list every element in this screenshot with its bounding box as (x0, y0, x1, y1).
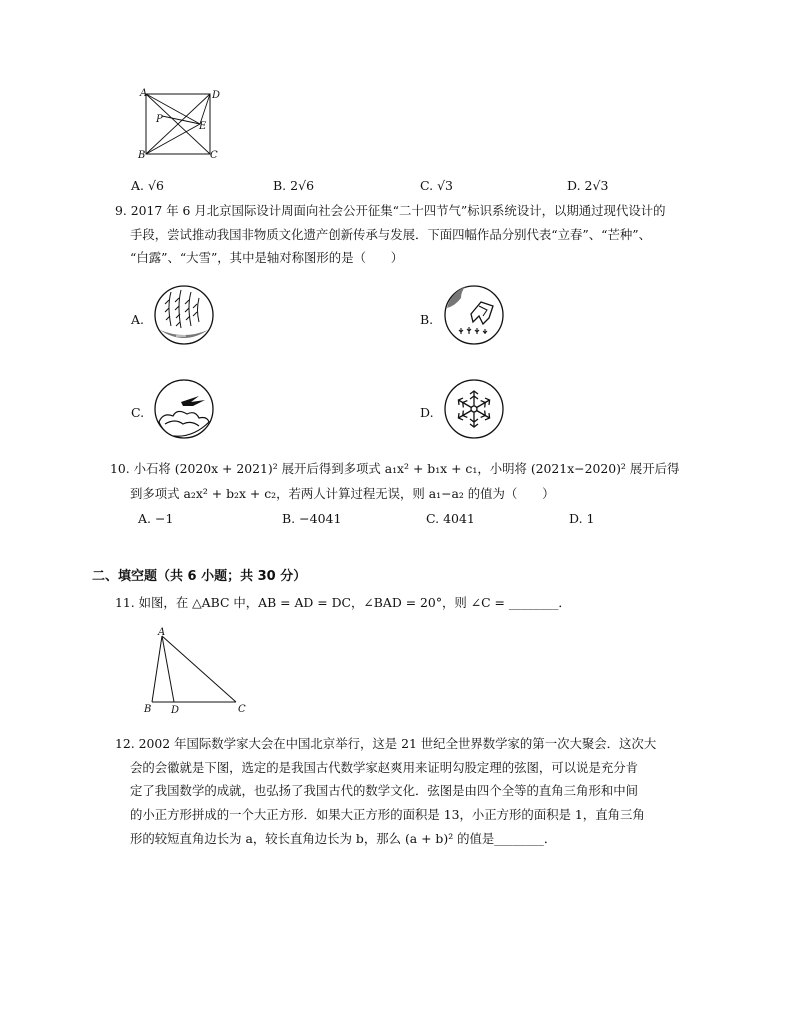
label-e: E (199, 121, 207, 132)
square-figure (134, 86, 224, 162)
q8-option-a: A. √6 (131, 178, 164, 193)
label-d: D (171, 705, 180, 716)
label-c: C (210, 150, 218, 161)
q10-option-a: A. −1 (138, 511, 174, 526)
q12-line-3: 定了我国数学的成就，也弘扬了我国古代的数学文化．弦图是由四个全等的直角三角形和中间 (130, 783, 639, 798)
q12-line-1: 12. 2002 年国际数学家大会在中国北京举行，这是 21 世纪全世界数学家的第一次大聚会．这次大 (115, 736, 657, 751)
q9-option-d: D. (420, 405, 434, 420)
q10-option-b: B. −4041 (282, 511, 342, 526)
q9-option-c: C. (131, 405, 145, 420)
q9-line-3: “白露”、“大雪”，其中是轴对称图形的是（ ） (130, 250, 404, 265)
bailu-emblem-image (153, 378, 215, 440)
label-d: D (212, 90, 221, 101)
q11-text: 11. 如图，在 △ABC 中，AB = AD = DC，∠BAD = 20°，则 ∠C = ________． (115, 595, 571, 610)
q8-option-d: D. 2√3 (567, 178, 609, 193)
q12-line-5: 形的较短直角边长为 a，较长直角边长为 b，那么 (a + b)² 的值是________． (130, 831, 557, 846)
q10-line-1: 10. 小石将 (2020x + 2021)² 展开后得到多项式 a₁x² + b₁x + c₁，小明将 (2021x−2020)² 展开后得 (110, 461, 680, 476)
label-a: A (158, 627, 166, 638)
q9-line-1: 9. 2017 年 6 月北京国际设计周面向社会公开征集“二十四节气”标识系统设计，以期通过现代设计的 (115, 203, 666, 218)
q10-option-d: D. 1 (569, 511, 595, 526)
q8-option-b: B. 2√6 (273, 178, 315, 193)
mangzhong-emblem-image (443, 284, 505, 346)
label-a: A (140, 88, 148, 99)
section-title: 二、填空题（共 6 小题；共 30 分） (92, 569, 307, 584)
q10-line-2: 到多项式 a₂x² + b₂x + c₂，若两人计算过程无误，则 a₁−a₂ 的值为（ ） (130, 486, 555, 501)
q12-line-4: 的小正方形拼成的一个大正方形．如果大正方形的面积是 13，小正方形的面积是 1，直角三角 (130, 807, 645, 822)
q10-option-c: C. 4041 (426, 511, 475, 526)
triangle-figure (138, 624, 250, 718)
q9-option-a: A. (131, 312, 145, 327)
label-b: B (138, 150, 146, 161)
q9-line-2: 手段，尝试推动我国非物质文化遗产创新传承与发展．下面四幅作品分别代表“立春”、“芒种”、 (130, 227, 651, 242)
q8-option-c: C. √3 (420, 178, 453, 193)
label-p: P (156, 114, 163, 125)
q12-line-2: 会的会徽就是下图，选定的是我国古代数学家赵爽用来证明勾股定理的弦图，可以说是充分肯 (130, 760, 639, 775)
daxue-emblem-image (443, 378, 505, 440)
label-b: B (144, 704, 152, 715)
q9-option-b: B. (420, 312, 434, 327)
label-c: C (238, 704, 246, 715)
lichun-emblem-image (153, 284, 215, 346)
